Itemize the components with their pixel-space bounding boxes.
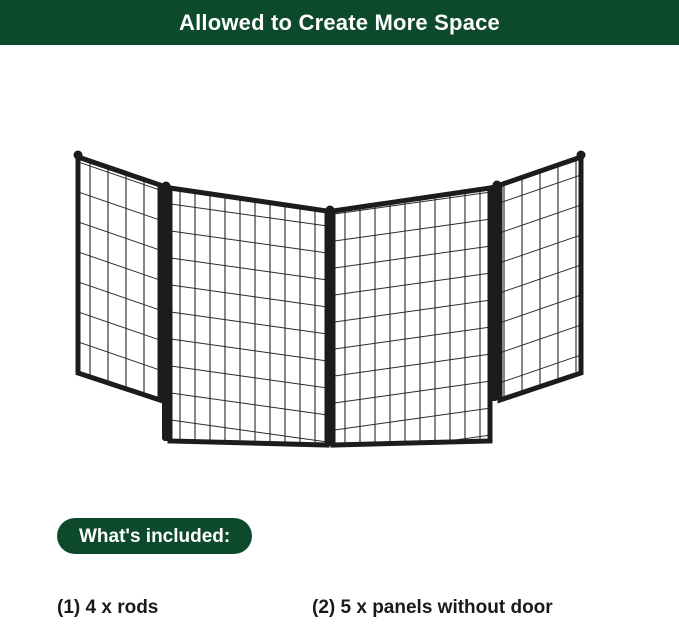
list-item: (2) 5 x panels without door: [312, 597, 553, 618]
panel-right-outer: [480, 57, 620, 405]
included-items-list: [57, 598, 657, 619]
product-image-area: [0, 45, 679, 500]
list-item: (1) 4 x rods: [57, 597, 159, 618]
header-banner: [0, 0, 679, 45]
whats-included-label: What's included:: [79, 525, 231, 547]
whats-included-badge: [57, 518, 252, 554]
panel-left-inner: [160, 147, 340, 500]
panel-right-inner: [320, 154, 505, 500]
pet-playpen-illustration: [0, 45, 679, 500]
page-title: Allowed to Create More Space: [178, 9, 500, 35]
